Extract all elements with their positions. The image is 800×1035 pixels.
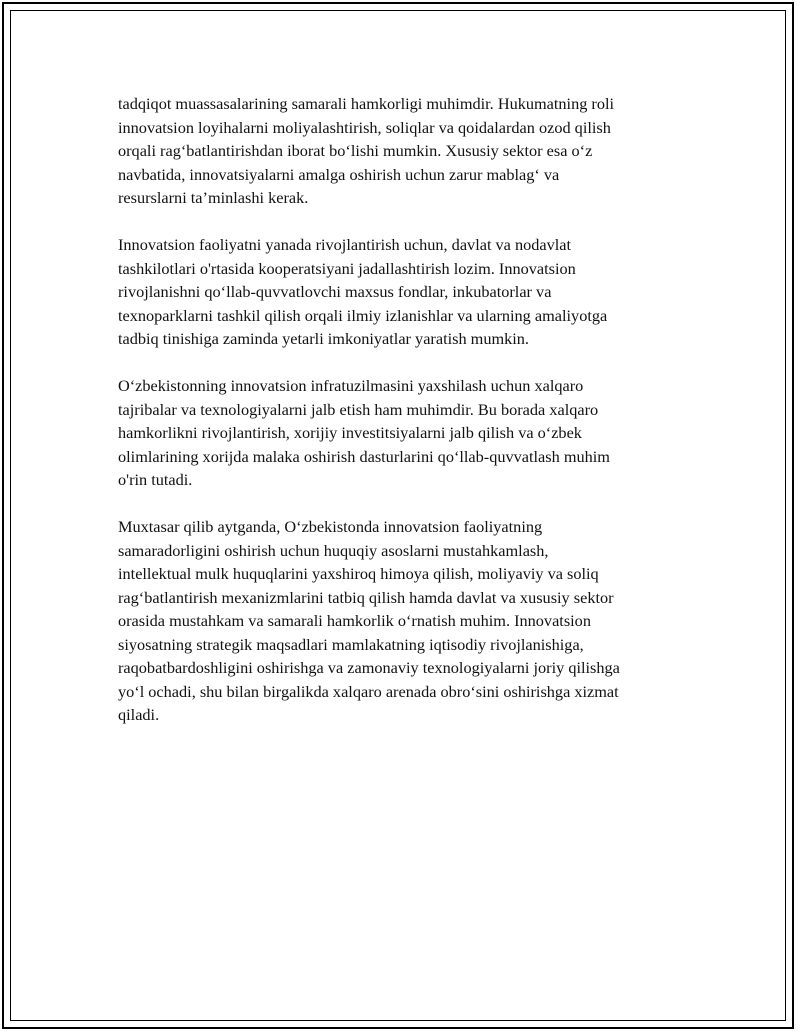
text-line: olimlarining xorijda malaka oshirish dasturlarini qo‘llab-quvvatlash muhim: [118, 446, 610, 466]
text-line: hamkorlikni rivojlantirish, xorijiy investitsiyalarni jalb qilish va o‘zbek: [118, 423, 582, 442]
text-line: tajribalar va texnologiyalarni jalb etish ham muhimdir. Bu borada xalqaro: [118, 399, 599, 419]
text-line: Muxtasar qilib aytganda, O‘zbekistonda innovatsion faoliyatning: [118, 517, 543, 536]
paragraph-1: [118, 92, 698, 210]
text-line: Innovatsion faoliyatni yanada rivojlantirish uchun, davlat va nodavlat: [118, 235, 572, 254]
paragraph-2: [118, 233, 698, 351]
text-line: orqali rag‘batlantirishdan iborat bo‘lishi mumkin. Xususiy sektor esa o‘z: [118, 141, 593, 160]
paragraph-3: [118, 374, 698, 492]
document-body: [118, 92, 698, 750]
text-line: samaradorligini oshirish uchun huquqiy asoslarni mustahkamlash,: [118, 540, 549, 560]
text-line: intellektual mulk huquqlarini yaxshiroq himoya qilish, moliyaviy va soliq: [118, 564, 599, 583]
text-line: o'rin tutadi.: [118, 470, 193, 489]
text-line: O‘zbekistonning innovatsion infratuzilmasini yaxshilash uchun xalqaro: [118, 376, 584, 395]
text-line: tashkilotlari o'rtasida kooperatsiyani jadallashtirish lozim. Innovatsion: [118, 258, 576, 278]
text-line: raqobatbardoshligini oshirishga va zamonaviy texnologiyalarni joriy qilishga: [118, 658, 620, 677]
text-line: rivojlanishni qo‘llab-quvvatlovchi maxsus fondlar, inkubatorlar va: [118, 282, 552, 301]
text-line: navbatida, innovatsiyalarni amalga oshirish uchun zarur mablag‘ va: [118, 164, 560, 184]
text-line: yo‘l ochadi, shu bilan birgalikda xalqaro arenada obro‘sini oshirishga xizmat: [118, 681, 619, 701]
text-line: qiladi.: [118, 705, 160, 724]
text-line: innovatsion loyihalarni moliyalashtirish, soliqlar va qoidalardan ozod qilish: [118, 117, 611, 137]
paragraph-4: [118, 515, 698, 727]
text-line: texnoparklarni tashkil qilish orqali ilmiy izlanishlar va ularning amaliyotga: [118, 305, 608, 325]
text-line: rag‘batlantirish mexanizmlarini tatbiq qilish hamda davlat va xususiy sektor: [118, 587, 614, 607]
text-line: siyosatning strategik maqsadlari mamlakatning iqtisodiy rivojlanishiga,: [118, 634, 584, 654]
text-line: tadbiq tinishiga zaminda yetarli imkoniyatlar yaratish mumkin.: [118, 329, 530, 348]
text-line: tadqiqot muassasalarining samarali hamkorligi muhimdir. Hukumatning roli: [118, 94, 615, 113]
text-line: orasida mustahkam va samarali hamkorlik o‘rnatish muhim. Innovatsion: [118, 611, 591, 630]
text-line: resurslarni ta’minlashi kerak.: [118, 188, 309, 207]
